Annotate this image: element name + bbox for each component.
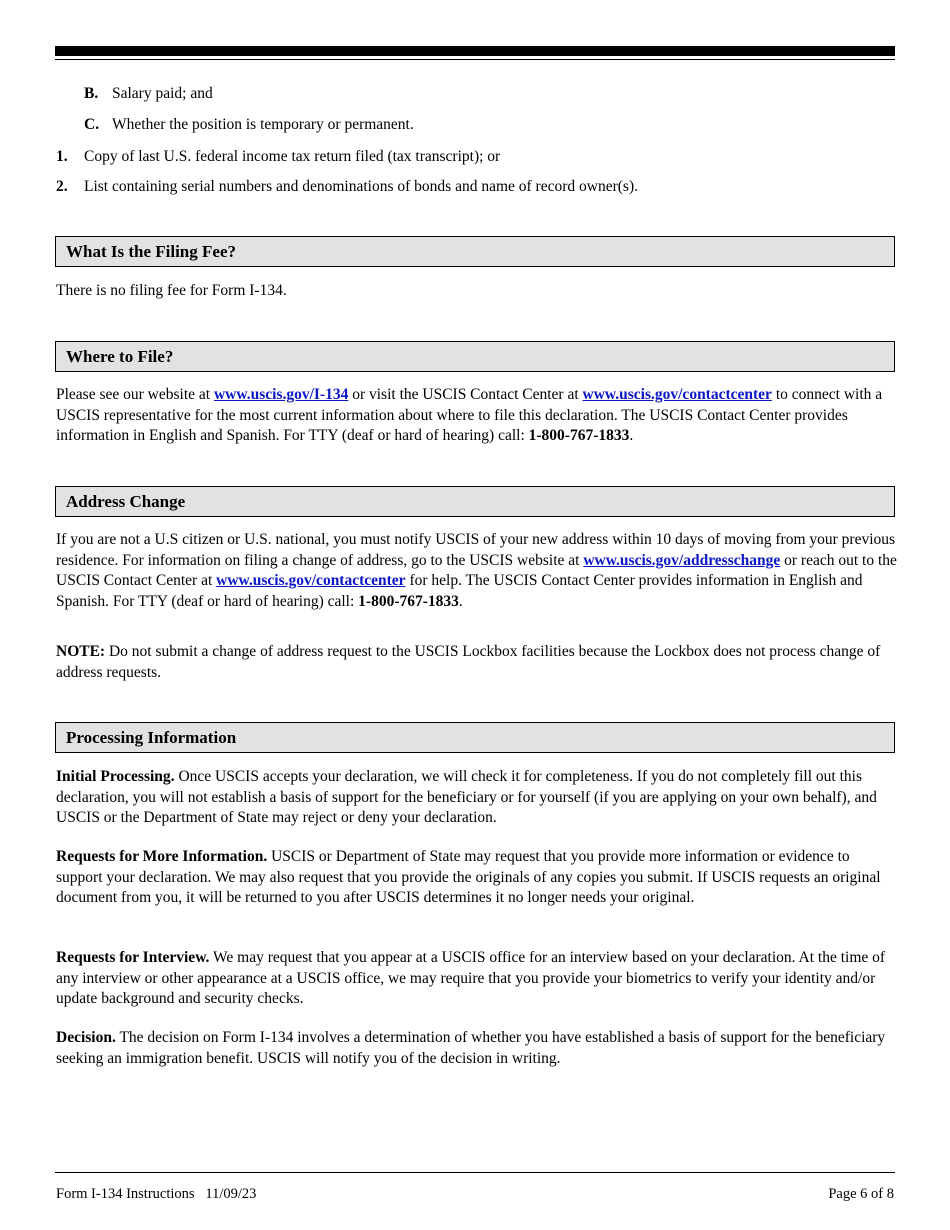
footer-rule xyxy=(55,1172,895,1173)
where-to-file-paragraph xyxy=(56,385,898,447)
initial-processing-label: Initial Processing. xyxy=(56,768,175,785)
section-heading-processing-information: Processing Information xyxy=(55,722,895,753)
requests-more-info-text: USCIS or Department of State may request that you provide more information or evidence to support your declaration. We may also request that you provide the originals of any copies you submit. If USCIS requests an original document from you, it will be returned to you after USCIS determines it no longer needs your original. xyxy=(56,848,881,906)
tty-phone-number: 1-800-767-1833 xyxy=(528,427,630,444)
list-item-label: B. xyxy=(84,85,99,102)
footer-form-info: Form I-134 Instructions 11/09/23 xyxy=(56,1186,257,1202)
text-run: to connect with a USCIS representative for the most current information about where to file this declaration. The USCIS Contact Center provides information in English and Spanish. For TTY (deaf or hard of hearing) call: xyxy=(56,386,883,444)
address-change-link[interactable]: www.uscis.gov/addresschange xyxy=(583,551,781,569)
footer-page-number: Page 6 of 8 xyxy=(828,1186,894,1202)
top-thick-rule xyxy=(55,46,895,56)
text-run: for help. The USCIS Contact Center provides information in English and Spanish. For TTY (deaf or hard of hearing) call: xyxy=(56,572,863,610)
requests-interview-text: We may request that you appear at a USCIS office for an interview based on your declaration. At the time of any interview or other appearance at a USCIS office, we may require that you provide your biometrics to verify your identity and/or update background and security checks. xyxy=(56,949,886,1007)
text-run: . xyxy=(629,427,634,444)
section-heading-address-change: Address Change xyxy=(55,486,895,517)
note-label: NOTE: xyxy=(56,643,106,660)
top-thin-rule xyxy=(55,59,895,60)
initial-processing-text: Once USCIS accepts your declaration, we will check it for completeness. If you do not completely fill out this declaration, you will not establish a basis of support for the beneficiary or for yourself (if you are applying on your own behalf), and USCIS or the Department of State may reject or deny your declaration. xyxy=(56,768,877,826)
list-item-text: Whether the position is temporary or permanent. xyxy=(112,116,414,133)
requests-interview-label: Requests for Interview. xyxy=(56,949,210,966)
filing-fee-text: There is no filing fee for Form I-134. xyxy=(56,282,287,299)
list-item-text: Copy of last U.S. federal income tax return filed (tax transcript); or xyxy=(84,148,501,165)
initial-processing-paragraph xyxy=(56,767,898,829)
list-item-label: C. xyxy=(84,116,100,133)
list-item-text: List containing serial numbers and denominations of bonds and name of record owner(s). xyxy=(84,178,638,195)
address-change-note xyxy=(56,642,898,683)
text-run: or reach out to the USCIS Contact Center at xyxy=(56,551,897,589)
section-heading-where-to-file: Where to File? xyxy=(55,341,895,372)
requests-interview-paragraph xyxy=(56,948,898,1010)
text-run: Please see our website at xyxy=(56,386,214,403)
decision-paragraph xyxy=(56,1028,898,1069)
tty-phone-number: 1-800-767-1833 xyxy=(358,592,459,610)
decision-label: Decision. xyxy=(56,1029,116,1046)
text-run: or visit the USCIS Contact Center at xyxy=(348,386,583,403)
note-text: Do not submit a change of address request to the USCIS Lockbox facilities because the Lockbox does not process change of address requests. xyxy=(56,643,881,681)
address-change-paragraph xyxy=(56,530,898,612)
uscis-i134-link[interactable]: www.uscis.gov/I-134 xyxy=(213,386,349,403)
text-run: . xyxy=(458,592,463,610)
decision-text: The decision on Form I-134 involves a determination of whether you have established a basis of support for the beneficiary seeking an immigration benefit. USCIS will notify you of the decision in writing. xyxy=(56,1029,886,1067)
list-item-label: 1. xyxy=(56,148,68,165)
list-item-label: 2. xyxy=(56,178,68,195)
text-run: If you are not a U.S citizen or U.S. national, you must notify USCIS of your new address within 10 days of moving from your previous residence. For information on filing a change of address, go to the USCIS website at xyxy=(56,531,896,569)
section-heading-filing-fee: What Is the Filing Fee? xyxy=(55,236,895,267)
contact-center-link[interactable]: www.uscis.gov/contactcenter xyxy=(216,572,406,589)
contact-center-link[interactable]: www.uscis.gov/contactcenter xyxy=(582,386,772,403)
requests-more-info-label: Requests for More Information. xyxy=(56,848,268,865)
list-item-text: Salary paid; and xyxy=(112,85,213,102)
requests-more-info-paragraph xyxy=(56,847,898,909)
